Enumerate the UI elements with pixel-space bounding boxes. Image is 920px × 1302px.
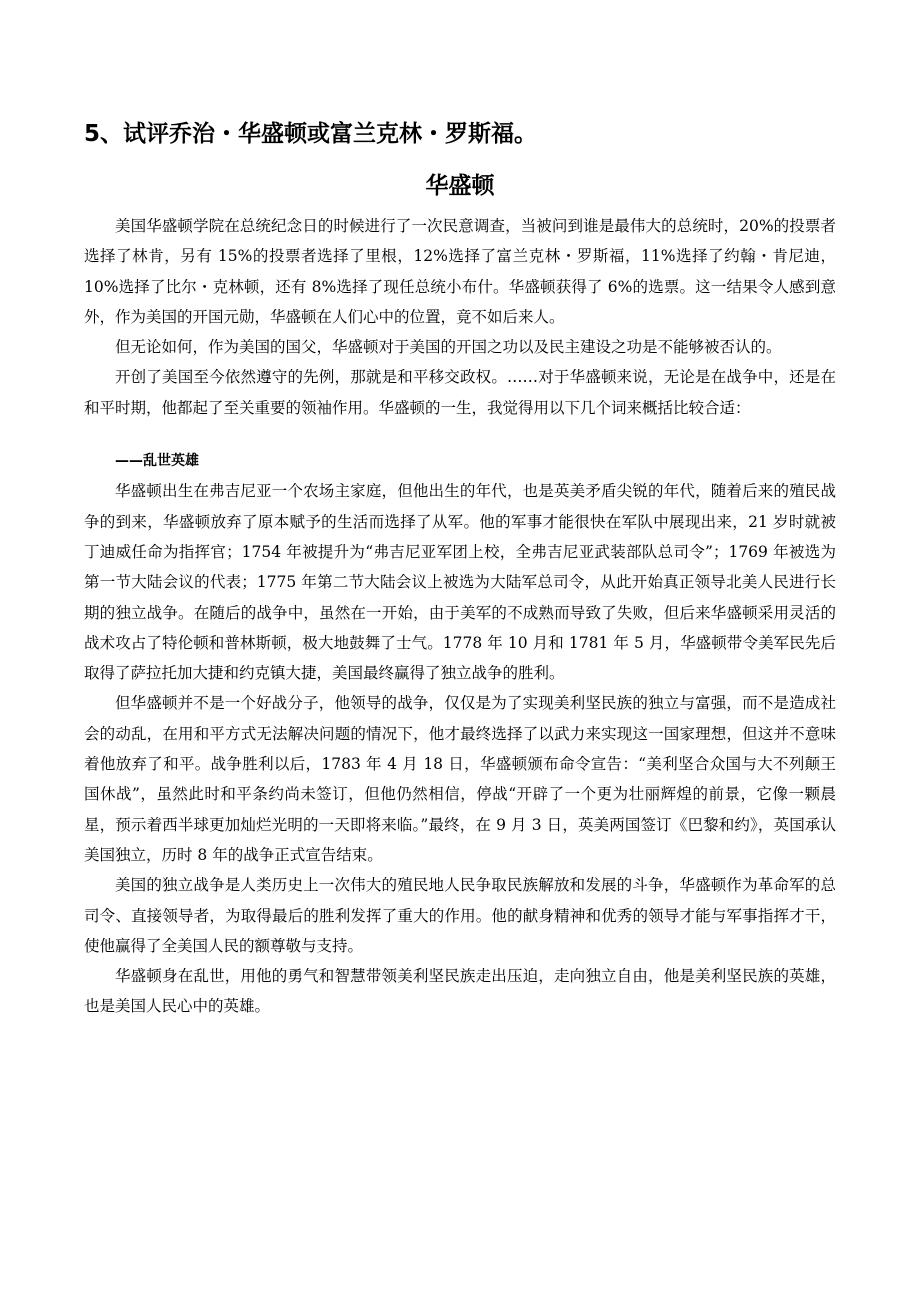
essay-title: 华盛顿	[425, 173, 495, 199]
paragraph: 开创了美国至今依然遵守的先例，那就是和平移交政权。……对于华盛顿来说，无论是在战争中，还是在和平时期，他都起了至关重要的领袖作用。华盛顿的一生，我觉得用以下几个词来概括比较合适：	[84, 368, 836, 417]
paragraph: 美国的独立战争是人类历史上一次伟大的殖民地人民争取民族解放和发展的斗争，华盛顿作为革命军的总司令、直接领导者，为取得最后的胜利发挥了重大的作用。他的献身精神和优秀的领导才能与军事指挥才干，使他赢得了全美国人民的额尊敬与支持。	[84, 876, 836, 955]
paragraph: 华盛顿身在乱世，用他的勇气和智慧带领美利坚民族走出压迫，走向独立自由，他是美利坚民族的英雄，也是美国人民心中的英雄。	[84, 967, 836, 1016]
section-heading: ——乱世英雄	[115, 453, 199, 470]
paragraph: 但无论如何，作为美国的国父，华盛顿对于美国的开国之功以及民主建设之功是不能够被否认的。	[115, 338, 782, 357]
essay-body	[84, 211, 836, 1022]
paragraph: 华盛顿出生在弗吉尼亚一个农场主家庭，但他出生的年代，也是英美矛盾尖锐的年代，随着后来的殖民战争的到来，华盛顿放弃了原本赋予的生活而选择了从军。他的军事才能很快在军队中展现出来，21 岁时就被丁迪威任命为指挥官；1754 年被提升为“弗吉尼亚军团上校，全弗吉尼亚武装部队总司令”；1769 年被选为第一节大陆会议的代表；1775 年第二节大陆会议上被选为大陆军总司令，从此开始真正领导北美人民进行长期的独立战争。在随后的战争中，虽然在一开始，由于美军的不成熟而导致了失败，但后来华盛顿采用灵活的战术攻占了特伦顿和普林斯顿，极大地鼓舞了士气。1778 年 10 月和 1781 年 5 月，华盛顿带令美军民先后取得了萨拉托加大捷和约克镇大捷，美国最终赢得了独立战争的胜利。	[84, 482, 836, 683]
question-heading: 5、试评乔治・华盛顿或富兰克林・罗斯福。	[84, 121, 538, 147]
paragraph: 美国华盛顿学院在总统纪念日的时候进行了一次民意调查，当被问到谁是最伟大的总统时，20%的投票者选择了林肯，另有 15%的投票者选择了里根，12%选择了富兰克林・罗斯福，11%选择了约翰・肯尼迪，10%选择了比尔・克林顿，还有 8%选择了现任总统小布什。华盛顿获得了 6%的选票。这一结果令人感到意外，作为美国的开国元勋，华盛顿在人们心中的位置，竟不如后来人。	[84, 217, 836, 326]
paragraph: 但华盛顿并不是一个好战分子，他领导的战争，仅仅是为了实现美利坚民族的独立与富强，而不是造成社会的动乱，在用和平方式无法解决问题的情况下，他才最终选择了以武力来实现这一国家理想，但这并不意味着他放弃了和平。战争胜利以后，1783 年 4 月 18 日，华盛顿颁布命令宣告：“美利坚合众国与大不列颠王国休战”，虽然此时和平条约尚未签订，但他仍然相信，停战“开辟了一个更为壮丽辉煌的前景，它像一颗晨星，预示着西半球更加灿烂光明的一天即将来临。”最终，在 9 月 3 日，英美两国签订《巴黎和约》，英国承认美国独立，历时 8 年的战争正式宣告结束。	[84, 694, 836, 864]
